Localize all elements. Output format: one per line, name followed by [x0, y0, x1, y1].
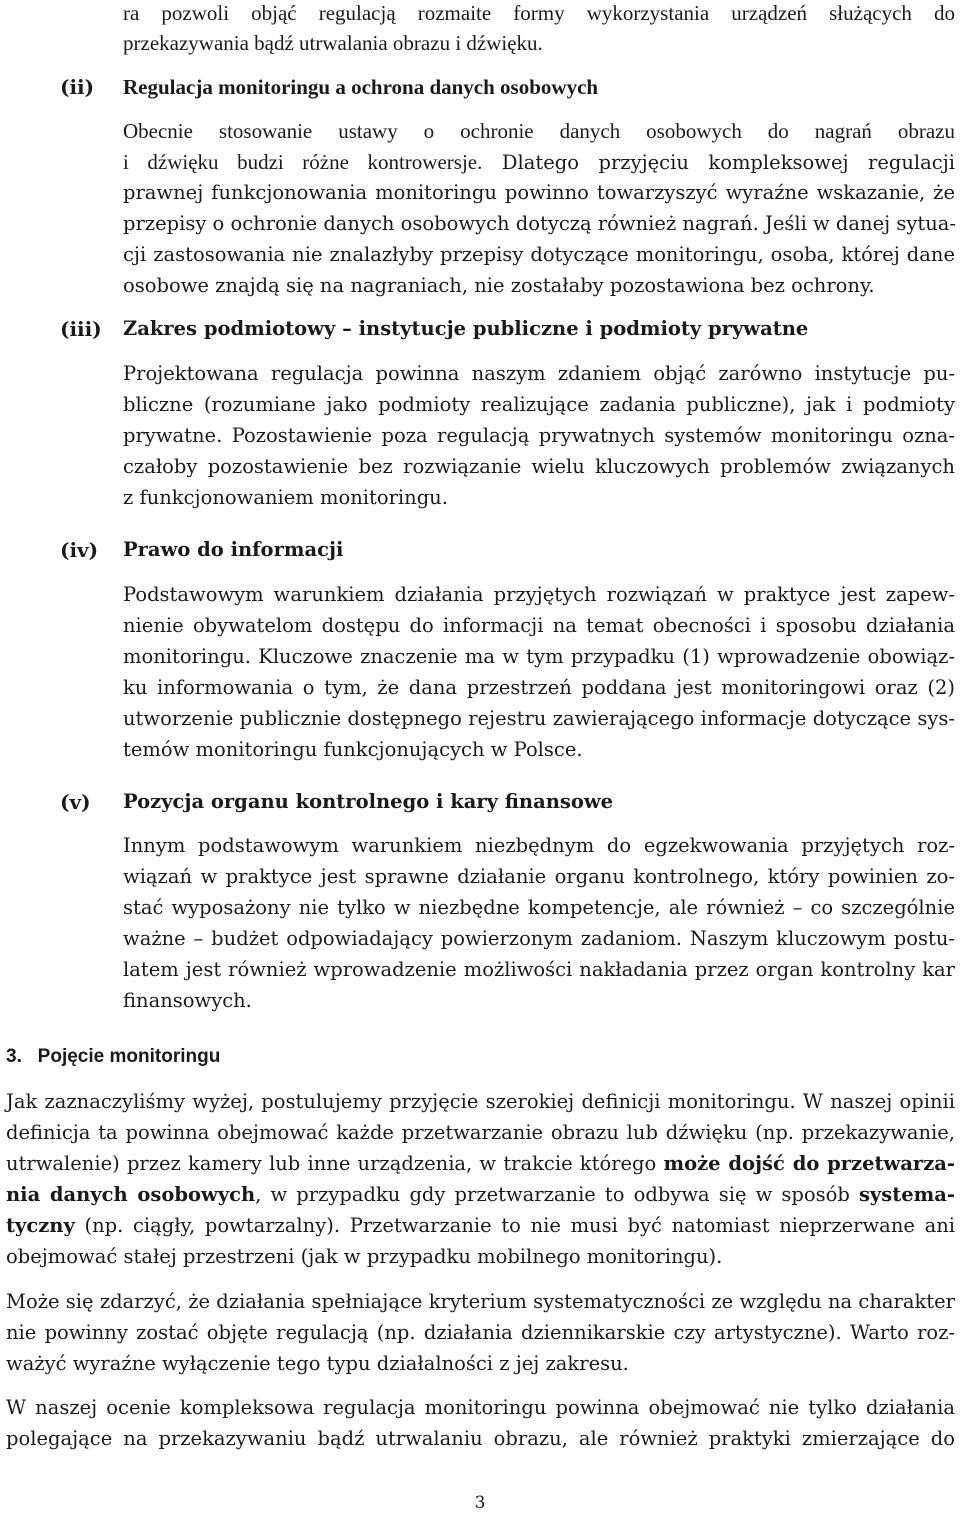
text-fragment: Dlatego przyjęciu kompleksowej regulacji [501, 151, 956, 174]
paragraph-line: nie powinny zostać objęte regulacją (np. działania dziennikarskie czy artystyczne). Warto roz- [6, 1321, 955, 1344]
paragraph-line: ku informowania o tym, że dana przestrzeń poddana jest monitoringowi oraz (2) [123, 676, 955, 699]
paragraph-line [6, 1182, 955, 1208]
paragraph-line: przepisy o ochronie danych osobowych dotyczą również nagrań. Jeśli w danej sytua- [123, 212, 957, 235]
text-fragment: i dźwięku budzi różne kontrowersje. [123, 150, 483, 174]
bold-fragment: tyczny [6, 1214, 75, 1237]
paragraph-line: ważyć wyraźne wyłączenie tego typu działalności z jej zakresu. [6, 1352, 629, 1375]
paragraph-line: temów monitoringu funkcjonujących w Polsce. [123, 738, 583, 761]
paragraph-line: z funkcjonowaniem monitoringu. [123, 486, 448, 509]
paragraph-line: Innym podstawowym warunkiem niezbędnym do egzekwowania przyjętych roz- [123, 834, 955, 857]
section-number-iii: (iii) [60, 317, 102, 341]
section-number-ii: (ii) [60, 75, 95, 99]
paragraph-line: Może się zdarzyć, że działania spełniające kryterium systematyczności ze względu na charakter [6, 1290, 955, 1313]
paragraph-line: W naszej ocenie kompleksowa regulacja monitoringu powinna obejmować nie tylko działania [6, 1396, 955, 1419]
section-heading-iii: Zakres podmiotowy – instytucje publiczne i podmioty prywatne [123, 317, 809, 340]
paragraph-line: prywatne. Pozostawienie poza regulacją prywatnych systemów monitoringu ozna- [123, 424, 955, 447]
text-fragment: utrwalenie) przez kamery lub inne urządzenia, w trakcie którego [6, 1152, 664, 1175]
page-number: 3 [474, 1493, 486, 1513]
paragraph-line: monitoringu. Kluczowe znaczenie ma w tym przypadku (1) wprowadzenie obowiąz- [123, 645, 955, 668]
bold-fragment: systema- [858, 1183, 955, 1206]
section-number-v: (v) [60, 790, 91, 814]
section-heading-ii: Regulacja monitoringu a ochrona danych osobowych [123, 75, 599, 99]
paragraph-line: Podstawowym warunkiem działania przyjętych rozwiązań w praktyce jest zapew- [123, 583, 955, 606]
text-fragment: (np. ciągły, powtarzalny). Przetwarzanie to nie musi być natomiast nieprzerwane ani [74, 1214, 955, 1237]
continuation-line-2: przekazywania bądź utrwalania obrazu i dźwięku. [123, 31, 543, 55]
paragraph-line: Obecnie stosowanie ustawy o ochronie danych osobowych do nagrań obrazu [123, 119, 955, 143]
continuation-line-1: ra pozwoli objąć regulacją rozmaite formy wykorzystania urządzeń służących do [123, 1, 955, 25]
paragraph-line: stać wyposażony nie tylko w niezbędne kompetencje, ale również – co szczególnie [123, 896, 955, 919]
paragraph-line: ważne – budżet odpowiadający powierzonym zadaniom. Naszym kluczowym postu- [123, 927, 955, 950]
paragraph-line: wiązań w praktyce jest sprawne działanie organu kontrolnego, który powinien zo- [123, 865, 955, 888]
paragraph-line: latem jest również wprowadzenie możliwości nakładania przez organ kontrolny kar [123, 958, 955, 981]
paragraph-line [6, 1213, 955, 1239]
paragraph-line: nienie obywatelom dostępu do informacji na temat obecności i sposobu działania [123, 614, 955, 637]
section-number-iv: (iv) [60, 538, 99, 562]
paragraph-line [123, 149, 955, 175]
bold-fragment: może dojść do przetwarza- [663, 1152, 955, 1175]
paragraph-line: utworzenie publicznie dostępnego rejestru zawierającego informacje dotyczące sys- [123, 707, 955, 730]
paragraph-line: polegające na przekazywaniu bądź utrwalaniu obrazu, ale również praktyki zmierzające do [6, 1427, 955, 1450]
paragraph-line: bliczne (rozumiane jako podmioty realizujące zadania publiczne), jak i podmioty [123, 393, 955, 416]
paragraph-line: Projektowana regulacja powinna naszym zdaniem objąć zarówno instytucje pu- [123, 362, 955, 385]
section-heading-v: Pozycja organu kontrolnego i kary finansowe [123, 790, 614, 813]
paragraph-line: finansowych. [123, 989, 252, 1012]
paragraph-line: osobowe znajdą się na nagraniach, nie zostałaby pozostawiona bez ochrony. [123, 274, 875, 297]
paragraph-line: czałoby pozostawienie bez rozwiązanie wielu kluczowych problemów związanych [123, 455, 955, 478]
bold-fragment: nia danych osobowych [6, 1183, 256, 1206]
paragraph-line: definicja ta powinna obejmować każde przetwarzanie obrazu lub dźwięku (np. przekazywanie, [6, 1121, 955, 1144]
paragraph-line: Jak zaznaczyliśmy wyżej, postulujemy przyjęcie szerokiej definicji monitoringu. W naszej opinii [6, 1090, 955, 1113]
text-fragment: , w przypadku gdy przetwarzanie to odbywa się w sposób [255, 1183, 859, 1206]
paragraph-line: prawnej funkcjonowania monitoringu powinno towarzyszyć wyraźne wskazanie, że [123, 181, 955, 204]
section-heading-iv: Prawo do informacji [123, 538, 344, 561]
paragraph-line [6, 1151, 955, 1177]
paragraph-line: cji zastosowania nie znalazłyby przepisy dotyczące monitoringu, osoba, której dane [123, 243, 955, 266]
section-3-heading: 3. Pojęcie monitoringu [6, 1046, 221, 1067]
paragraph-line: obejmować stałej przestrzeni (jak w przypadku mobilnego monitoringu). [6, 1245, 723, 1268]
